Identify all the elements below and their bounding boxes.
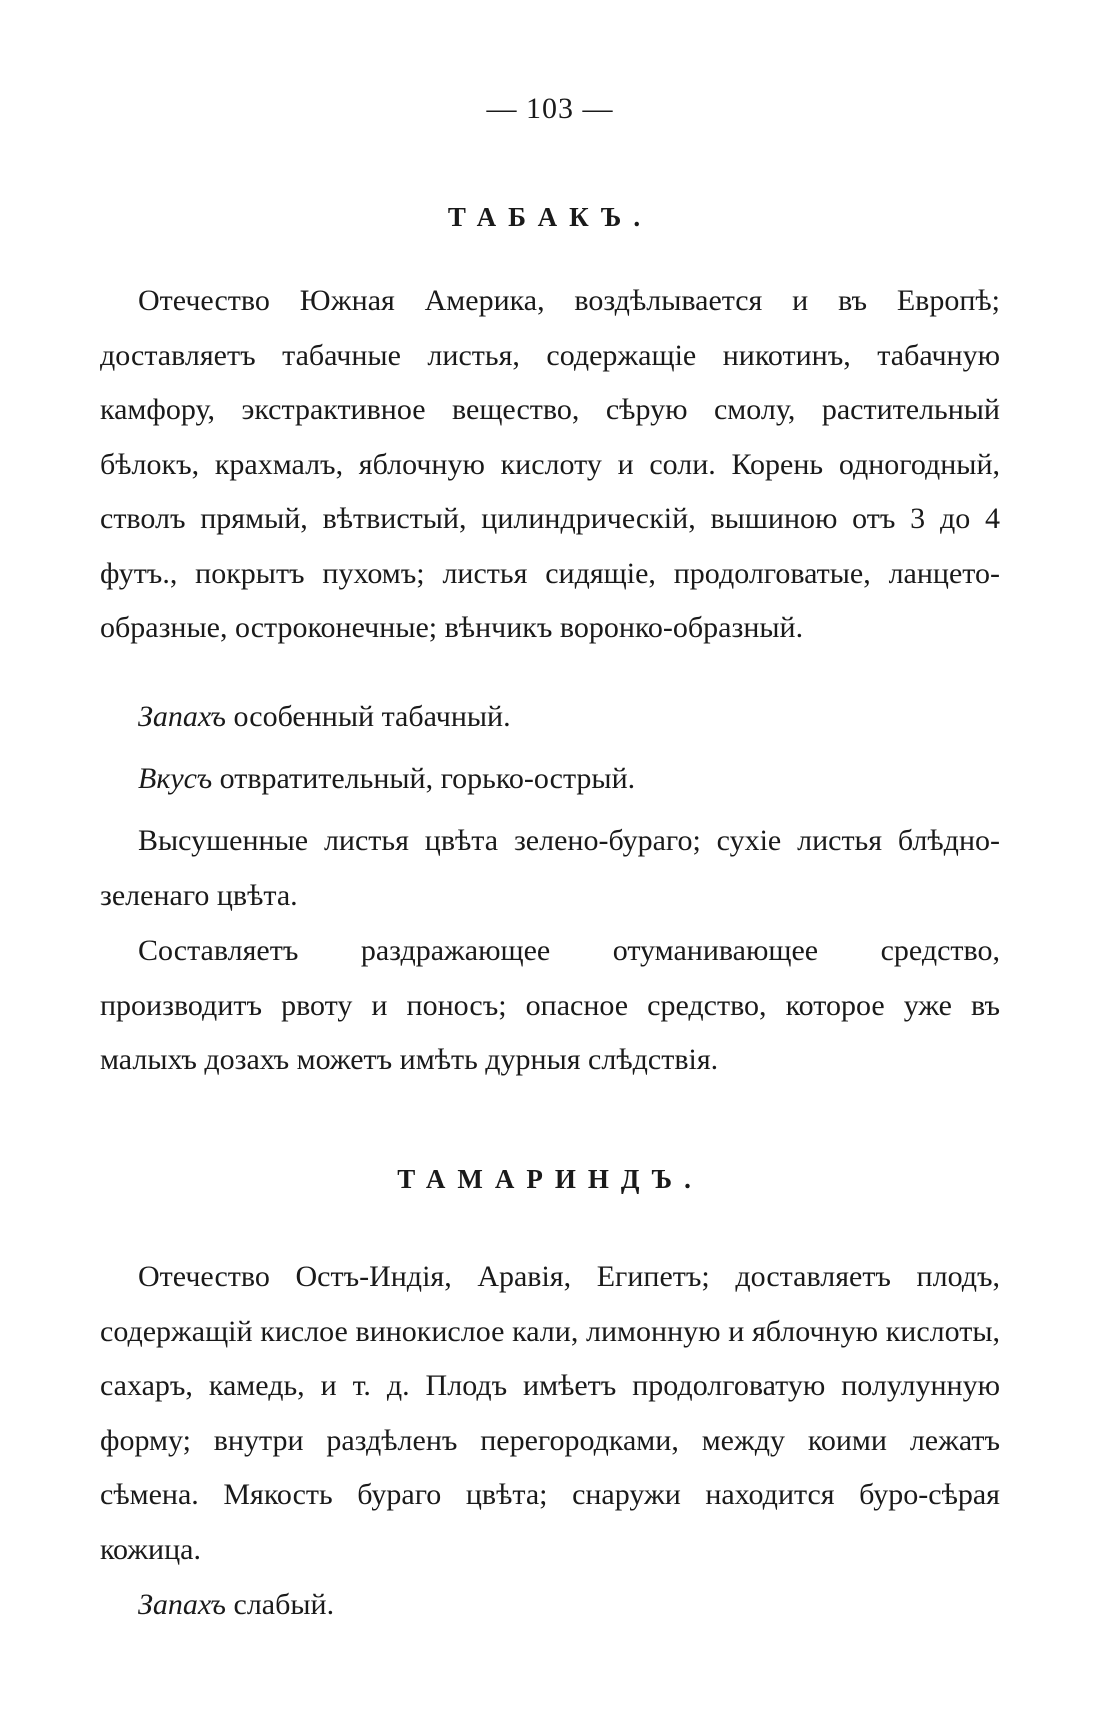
smell-text: слабый. bbox=[226, 1588, 335, 1621]
page-number: — 103 — bbox=[486, 92, 614, 125]
tamarind-smell bbox=[100, 1578, 1000, 1633]
taste-label: Вкусъ bbox=[138, 762, 213, 795]
tabak-description: Отечество Южная Америка, воздѣлывается и въ Европѣ; доставляетъ табачные листья, содержащіе никотинъ, табачную камфору, экстрактивное вещество, сѣрую смолу, растительный бѣлокъ, крахмалъ, яблочную кислоту и соли. Корень одногодный, стволъ прямый, вѣтвистый, цилиндрическій, вышиною отъ 3 до 4 футъ., покрытъ пухомъ; листья сидящіе, продолговатые, ланцето-образные, остроконечные; вѣнчикъ воронко-образный. bbox=[100, 284, 1000, 644]
tabak-dried-leaves: Высушенные листья цвѣта зелено-бураго; сухіе листья блѣдно-зеленаго цвѣта. bbox=[100, 824, 1000, 912]
tamarind-description: Отечество Остъ-Индія, Аравія, Египетъ; доставляетъ плодъ, содержащій кислое винокислое кали, лимонную и яблочную кислоты, сахаръ, камедь, и т. д. Плодъ имѣетъ продолговатую полулунную форму; внутри раздѣленъ перегородками, между коими лежатъ сѣмена. Мякость бураго цвѣта; снаружи находится буро-сѣрая кожица. bbox=[100, 1260, 1000, 1566]
smell-label: Запахъ bbox=[138, 1588, 226, 1621]
smell-label: Запахъ bbox=[138, 700, 226, 733]
tabak-taste bbox=[100, 752, 1000, 807]
tabak-effect: Составляетъ раздражающее отуманивающее средство, производитъ рвоту и поносъ; опасное средство, которое уже въ малыхъ дозахъ можетъ имѣть дурныя слѣдствія. bbox=[100, 934, 1000, 1076]
section-title-tamarind: ТАМАРИНДЪ. bbox=[397, 1164, 703, 1194]
smell-text: особенный табачный. bbox=[226, 700, 511, 733]
taste-text: отвратительный, горько-острый. bbox=[212, 762, 636, 795]
section-title-tabak: ТАБАКЪ. bbox=[447, 202, 653, 232]
tabak-smell bbox=[100, 690, 1000, 745]
